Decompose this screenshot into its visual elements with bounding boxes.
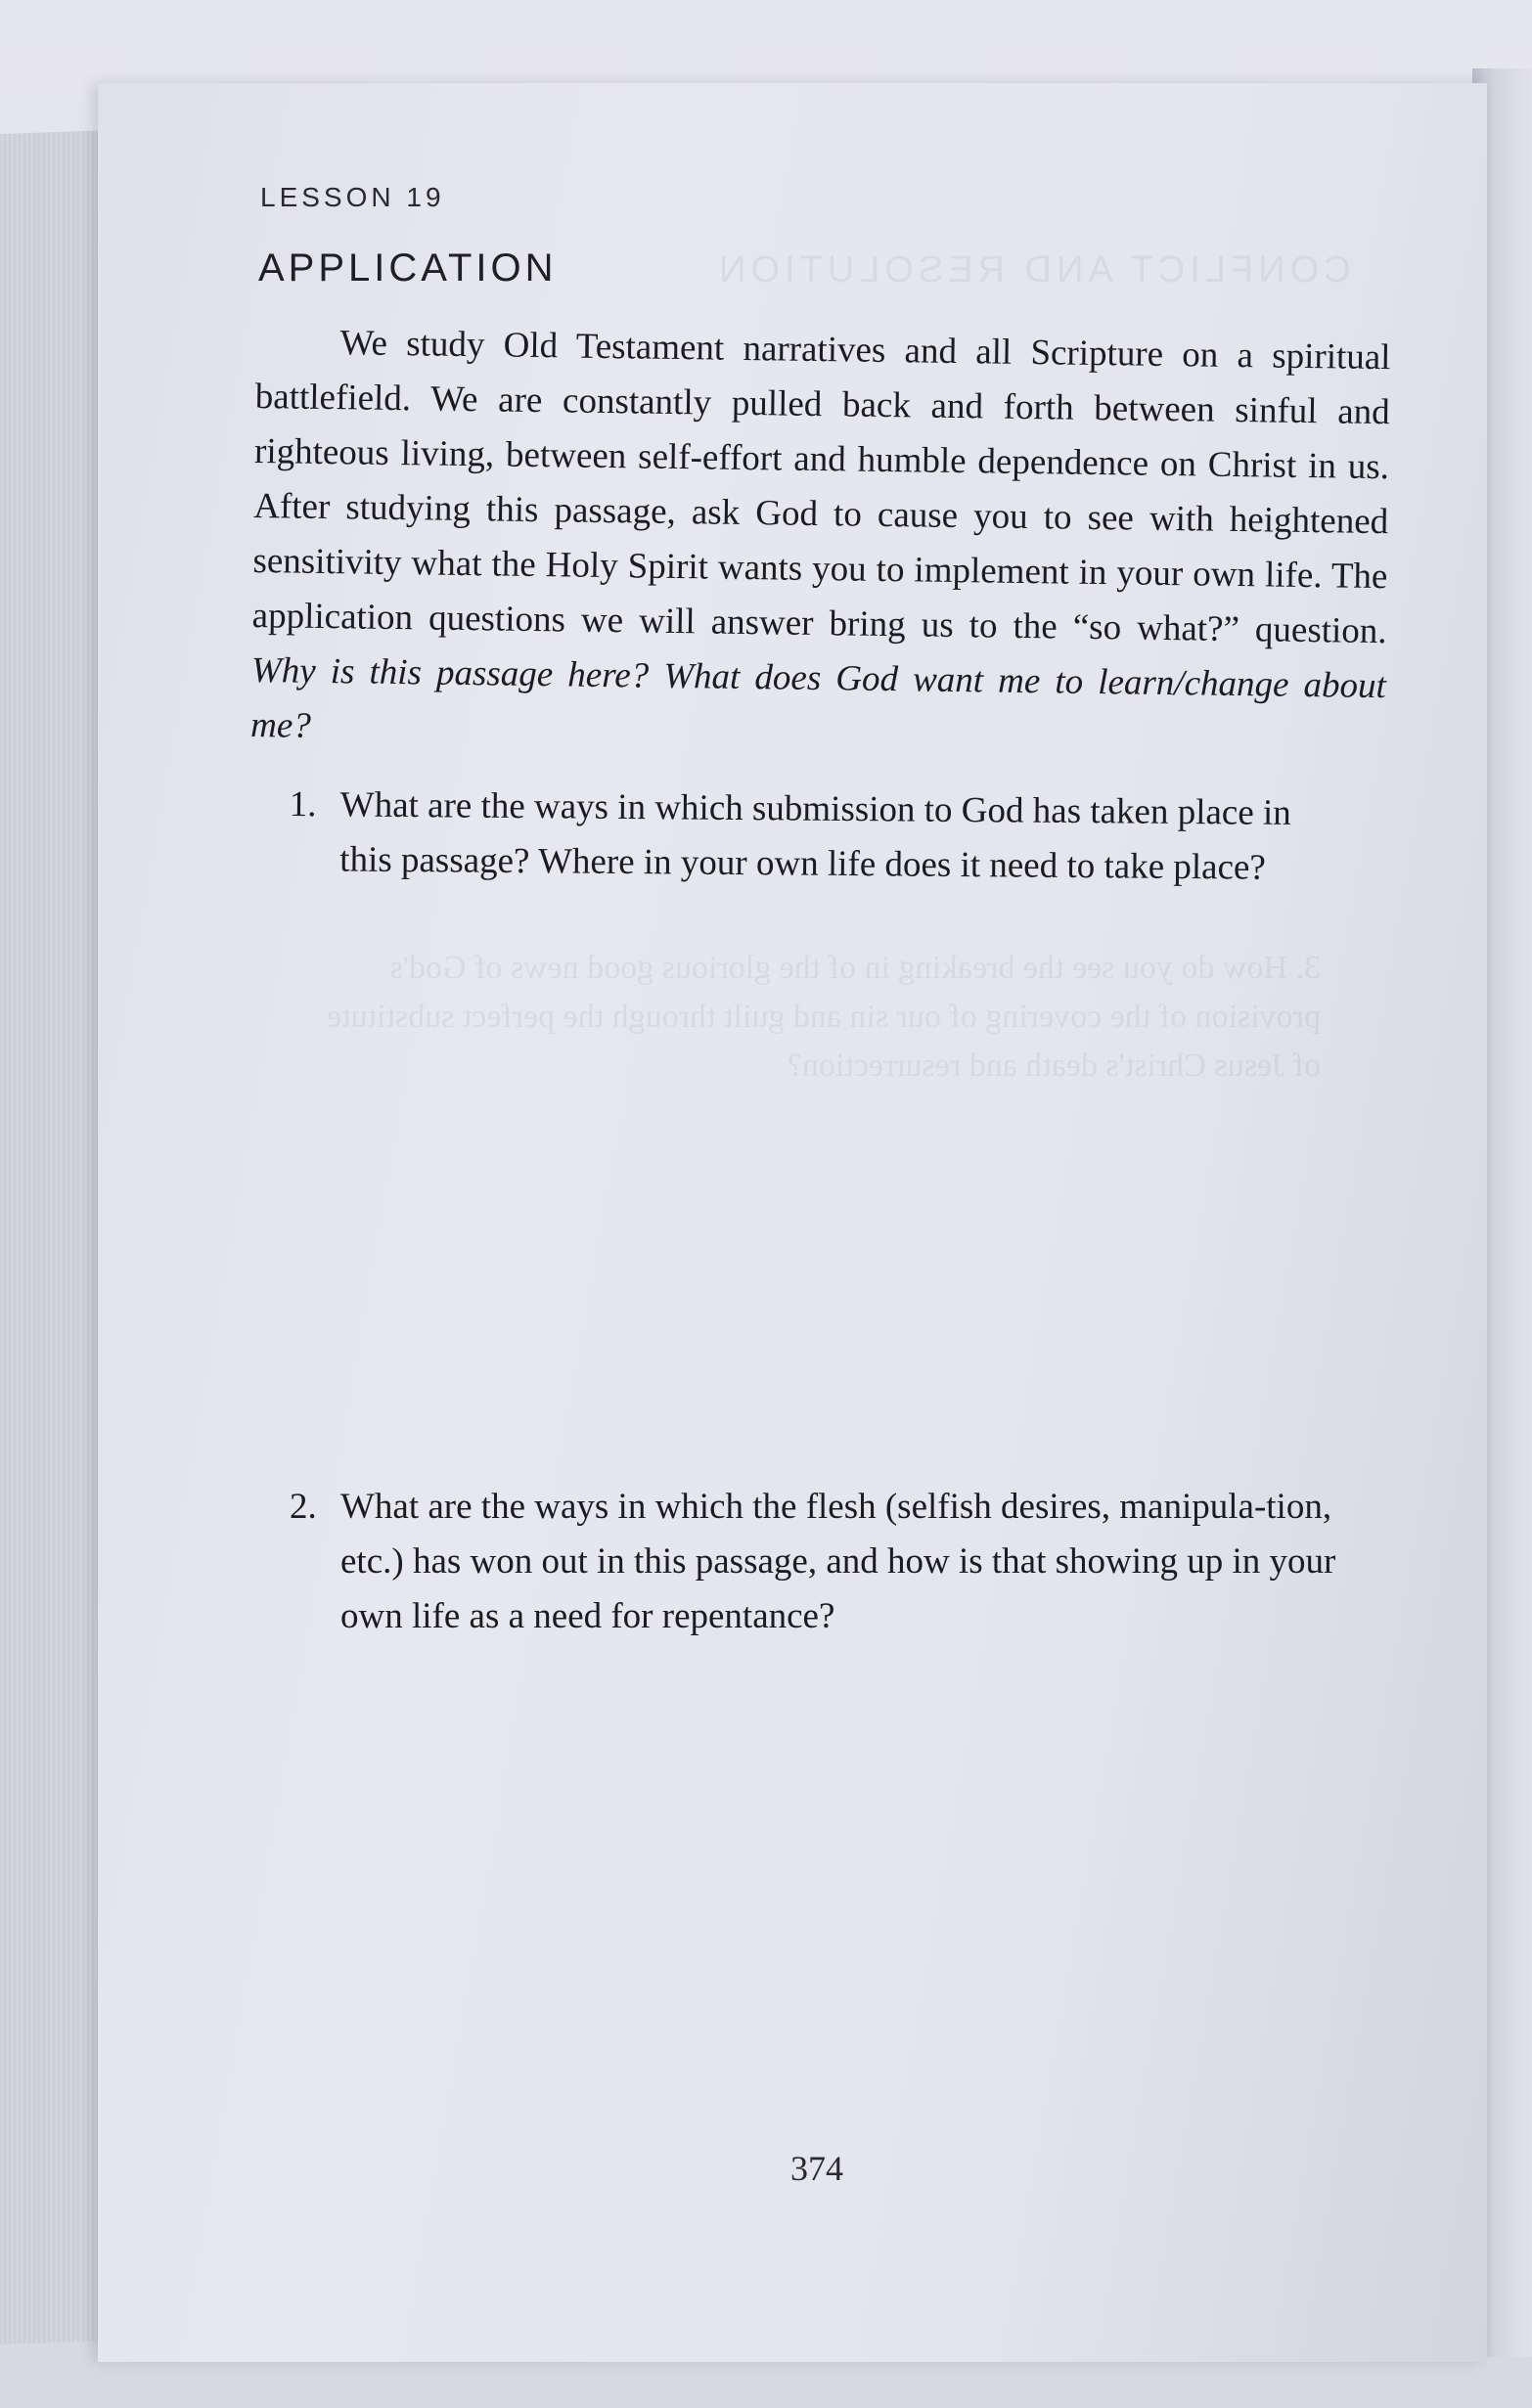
- bleed-through-text: 3. How do you see the breaking in of the glorious good news of God's provision of the covering of our sin and guilt through the perfect substitute of Jesus Christ's death and resurrection?: [326, 950, 1321, 1084]
- question-number: 2.: [290, 1487, 317, 1527]
- question-text: What are the ways in which the flesh (selfish desires, manipula-tion, etc.) has won out in this passage, and how is that showing up in your own life as a need for repentance?: [340, 1487, 1336, 1636]
- question-text: What are the ways in which submission to God has taken place in this passage? Where in your own life does it need to take place?: [339, 784, 1291, 888]
- page-edges: [0, 130, 113, 2344]
- intro-italic-question: Why is this passage here? What does God want me to learn/change about me?: [249, 649, 1387, 746]
- intro-paragraph: [250, 315, 1391, 769]
- page-number: 374: [790, 2149, 843, 2188]
- question-1: [289, 778, 1346, 896]
- lesson-label: LESSON 19: [260, 182, 445, 212]
- question-2: [290, 1480, 1346, 1644]
- intro-text: We study Old Testament narratives and all Scripture on a spiritual battlefield. We are constantly pulled back and forth between sinful and righteous living, between self-effort and humble dependence on Christ in us. After studying this passage, ask God to cause you to see with heightened sensitivity what the Holy Spirit wants you to implement in your own life. The application questions we will answer bring us to the “so what?” question.: [251, 323, 1391, 652]
- bleed-through-title: CONFLICT AND RESOLUTION: [714, 249, 1351, 290]
- question-number: 1.: [289, 783, 317, 825]
- section-title: APPLICATION: [258, 246, 558, 290]
